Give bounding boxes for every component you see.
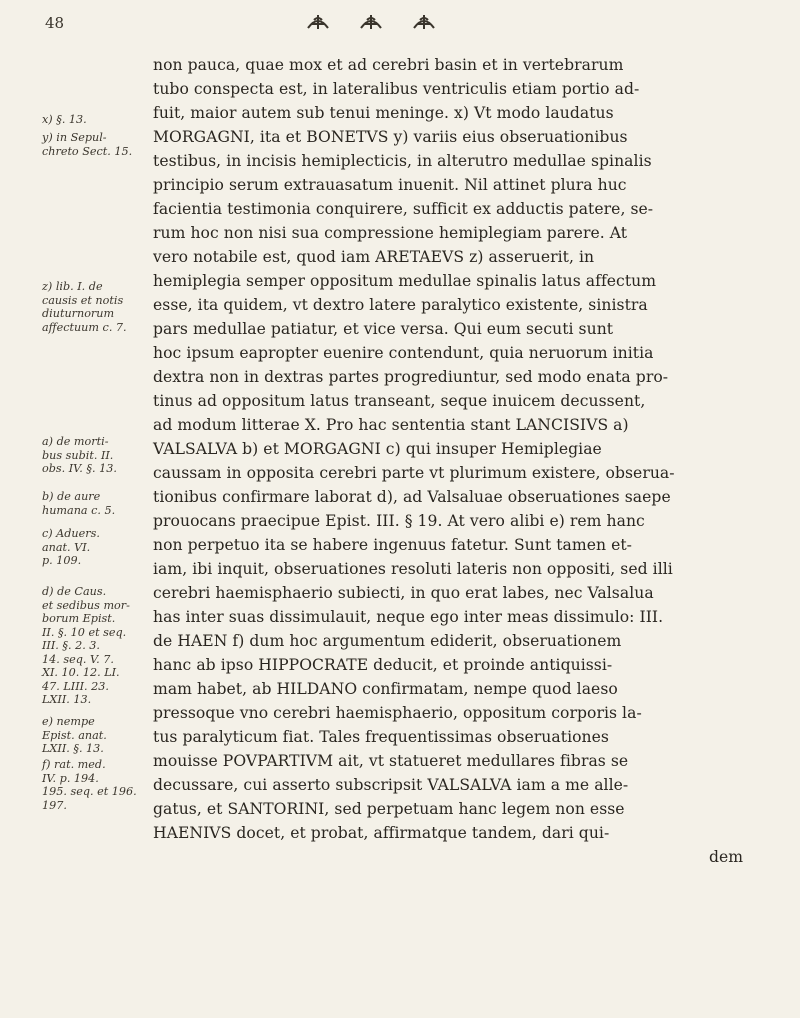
text-line: tubo conspecta est, in lateralibus ventriculis etiam portio ad- — [153, 80, 640, 98]
text-line: caussam in opposita cerebri parte vt plurimum existere, obserua- — [153, 464, 675, 482]
text-line: hoc ipsum eapropter euenire contendunt, quia neruorum initia — [153, 344, 654, 362]
text-line: dem — [709, 848, 744, 866]
sidenote-d: d) de Caus. et sedibus mor- borum Epist. II. §. 10 et seq. III. §. 2. 3. 14. seq. V. 7. XI. 10. 12. LI. 47. LIII. 23. LXII. 13. — [42, 585, 130, 706]
text-line: tus paralyticum fiat. Tales frequentissimas obseruationes — [153, 728, 609, 746]
text-line: testibus, in incisis hemiplecticis, in alterutro medullae spinalis — [153, 152, 652, 170]
text-line: MORGAGNI, ita et BONETVS y) variis eius obseruationibus — [153, 128, 628, 146]
text-line: vero notabile est, quod iam ARETAEVS z) asseruerit, in — [153, 248, 595, 266]
text-line: has inter suas dissimulauit, neque ego inter meas dissimulo: III. — [153, 608, 664, 626]
text-line: tinus ad oppositum latus transeant, seque inuicem decussent, — [153, 392, 646, 410]
sidenote-x: x) §. 13. — [42, 113, 87, 126]
text-line: de HAEN f) dum hoc argumentum ediderit, obseruationem — [153, 632, 622, 650]
text-line: principio serum extrauasatum inuenit. Nil attinet plura huc — [153, 176, 627, 194]
text-line: hanc ab ipso HIPPOCRATE deducit, et proinde antiquissi- — [153, 656, 613, 674]
text-line: fuit, maior autem sub tenui meninge. x) Vt modo laudatus — [153, 104, 614, 122]
text-line: pressoque vno cerebri haemisphaerio, oppositum corporis la- — [153, 704, 642, 722]
text-line: decussare, cui asserto subscripsit VALSALVA iam a me alle- — [153, 776, 629, 794]
text-line: dextra non in dextras partes progrediuntur, sed modo enata pro- — [153, 368, 669, 386]
ornament-icon — [358, 12, 384, 32]
sidenote-z: z) lib. I. de causis et notis diuturnorum affectuum c. 7. — [42, 280, 127, 334]
sidenote-c: c) Aduers. anat. VI. p. 109. — [42, 527, 100, 567]
text-line: mouisse POVPARTIVM ait, vt statueret medullares fibras se — [153, 752, 629, 770]
text-line: cerebri haemisphaerio subiecti, in quo erat labes, nec Valsalua — [153, 584, 654, 602]
text-line: esse, ita quidem, vt dextro latere paralytico existente, sinistra — [153, 296, 648, 314]
page-number: 48 — [45, 14, 65, 32]
header-ornaments — [305, 12, 459, 36]
text-line: non perpetuo ita se habere ingenuus fatetur. Sunt tamen et- — [153, 536, 632, 554]
text-line: facientia testimonia conquirere, sufficit ex adductis patere, se- — [153, 200, 654, 218]
ornament-icon — [411, 12, 437, 32]
ornament-icon — [305, 12, 331, 32]
text-line: rum hoc non nisi sua compressione hemiplegiam parere. At — [153, 224, 628, 242]
text-line: tionibus confirmare laborat d), ad Valsaluae obseruationes saepe — [153, 488, 671, 506]
sidenote-y: y) in Sepul- chreto Sect. 15. — [42, 131, 133, 158]
text-line: non pauca, quae mox et ad cerebri basin et in vertebrarum — [153, 56, 624, 74]
sidenote-a: a) de morti- bus subit. II. obs. IV. §. 13. — [42, 435, 117, 475]
text-line: pars medullae patiatur, et vice versa. Qui eum secuti sunt — [153, 320, 614, 338]
text-line: hemiplegia semper oppositum medullae spinalis latus affectum — [153, 272, 657, 290]
text-line: prouocans praecipue Epist. III. § 19. At vero alibi e) rem hanc — [153, 512, 645, 530]
text-line: VALSALVA b) et MORGAGNI c) qui insuper Hemiplegiae — [153, 440, 602, 458]
text-line: ad modum litterae X. Pro hac sententia stant LANCISIVS a) — [153, 416, 629, 434]
text-line: HAENIVS docet, et probat, affirmatque tandem, dari qui- — [153, 824, 610, 842]
sidenote-e: e) nempe Epist. anat. LXII. §. 13. — [42, 715, 107, 755]
text-line: gatus, et SANTORINI, sed perpetuam hanc legem non esse — [153, 800, 625, 818]
sidenote-b: b) de aure humana c. 5. — [42, 490, 116, 517]
text-line: mam habet, ab HILDANO confirmatam, nempe quod laeso — [153, 680, 618, 698]
text-line: iam, ibi inquit, obseruationes resoluti lateris non oppositi, sed illi — [153, 560, 673, 578]
sidenote-f: f) rat. med. IV. p. 194. 195. seq. et 196. 197. — [42, 758, 137, 812]
